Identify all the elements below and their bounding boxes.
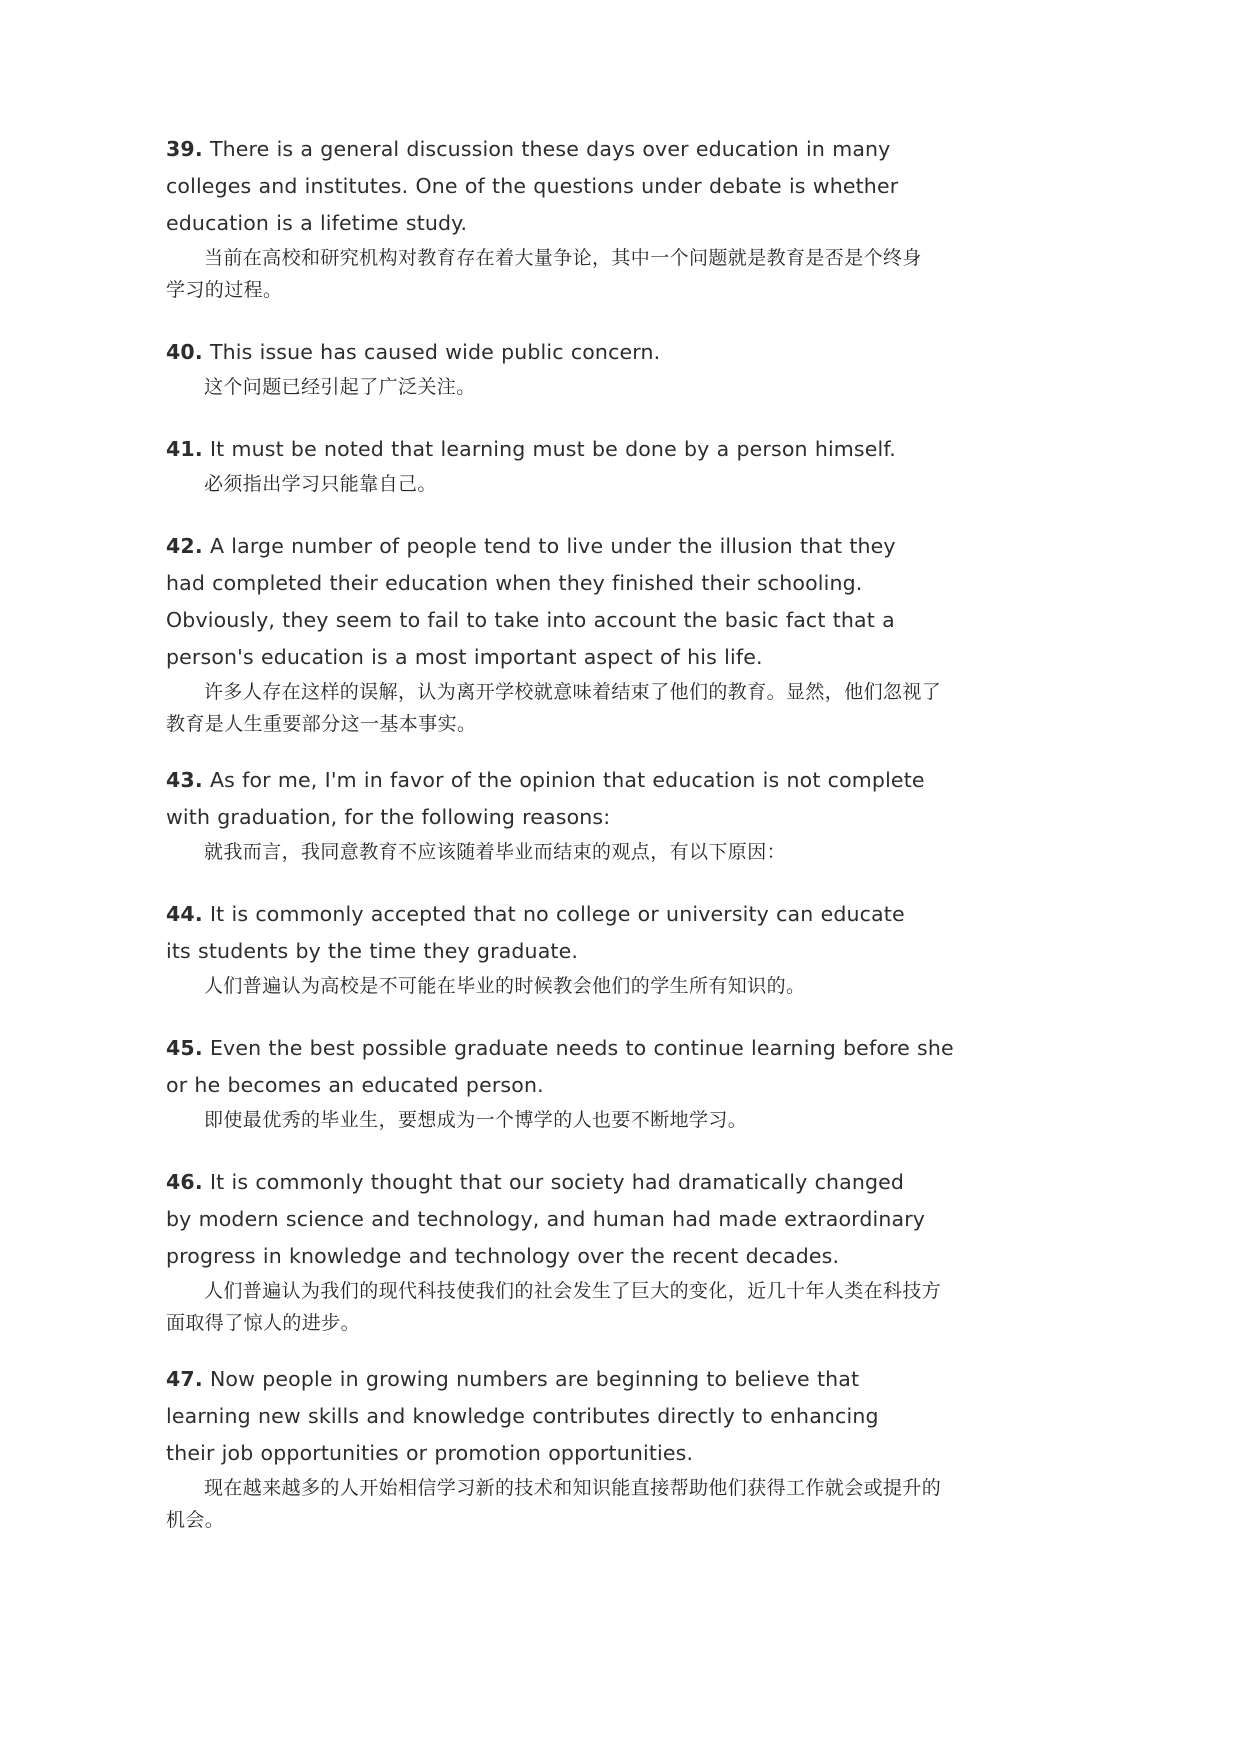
list-item <box>166 896 956 1002</box>
entry-number: 43. <box>166 768 203 792</box>
entry-english <box>166 762 941 836</box>
list-item <box>166 334 956 403</box>
list-item <box>166 131 956 306</box>
entry-english-text: There is a general discussion these days over education in many colleges and institutes. One of the questions under debate is whether education is a lifetime study. <box>166 137 899 235</box>
entry-number: 41. <box>166 437 203 461</box>
entry-english-text: Now people in growing numbers are beginning to believe that learning new skills and knowledge contributes directly to enhancing their job opportunities or promotion opportunities. <box>166 1367 879 1465</box>
entry-english <box>166 1030 956 1104</box>
entry-english <box>166 334 956 371</box>
entry-number: 42. <box>166 534 203 558</box>
entry-english <box>166 131 956 242</box>
entry-chinese: 就我而言，我同意教育不应该随着毕业而结束的观点，有以下原因： <box>204 841 787 863</box>
entry-chinese: 这个问题已经引起了广泛关注。 <box>204 376 476 398</box>
entry-chinese: 许多人存在这样的误解，认为离开学校就意味着结束了他们的教育。显然，他们忽视了教育是人生重要部分这一基本事实。 <box>166 681 942 735</box>
list-item <box>166 1030 956 1136</box>
entry-chinese: 人们普遍认为高校是不可能在毕业的时候教会他们的学生所有知识的。 <box>204 975 806 997</box>
entry-chinese: 当前在高校和研究机构对教育存在着大量争论，其中一个问题就是教育是否是个终身学习的过程。 <box>166 247 922 301</box>
entry-chinese: 现在越来越多的人开始相信学习新的技术和知识能直接帮助他们获得工作就会或提升的机会。 <box>166 1477 942 1531</box>
entry-english <box>166 528 941 676</box>
entry-english-text: This issue has caused wide public concern. <box>209 340 661 364</box>
entry-english <box>166 896 926 970</box>
entry-number: 40. <box>166 340 203 364</box>
entry-english <box>166 1361 926 1472</box>
entry-number: 46. <box>166 1170 203 1194</box>
entry-english-text: It is commonly thought that our society had dramatically changed by modern science and technology, and human had made extraordinary progress in knowledge and technology over the recent decades. <box>166 1170 926 1268</box>
list-item <box>166 528 956 740</box>
list-item <box>166 431 956 500</box>
entry-number: 39. <box>166 137 203 161</box>
entry-number: 45. <box>166 1036 203 1060</box>
entry-english-text: It must be noted that learning must be done by a person himself. <box>209 437 896 461</box>
list-item <box>166 1361 956 1536</box>
sentence-list <box>166 131 956 1536</box>
entry-chinese: 即使最优秀的毕业生，要想成为一个博学的人也要不断地学习。 <box>204 1109 748 1131</box>
entry-number: 44. <box>166 902 203 926</box>
list-item <box>166 1164 956 1339</box>
entry-english-text: A large number of people tend to live under the illusion that they had completed their education when they finished their schooling. Obviously, they seem to fail to take into account the basic fact that a person's education is a most important aspect of his life. <box>166 534 896 669</box>
entry-chinese: 人们普遍认为我们的现代科技使我们的社会发生了巨大的变化，近几十年人类在科技方面取得了惊人的进步。 <box>166 1280 942 1334</box>
list-item <box>166 762 956 868</box>
entry-chinese: 必须指出学习只能靠自己。 <box>204 473 437 495</box>
entry-english-text: It is commonly accepted that no college or university can educate its students by the time they graduate. <box>166 902 905 963</box>
entry-english-text: Even the best possible graduate needs to continue learning before she or he becomes an educated person. <box>166 1036 954 1097</box>
entry-english <box>166 1164 926 1275</box>
entry-english-text: As for me, I'm in favor of the opinion that education is not complete with graduation, for the following reasons: <box>166 768 925 829</box>
entry-number: 47. <box>166 1367 203 1391</box>
entry-english <box>166 431 956 468</box>
